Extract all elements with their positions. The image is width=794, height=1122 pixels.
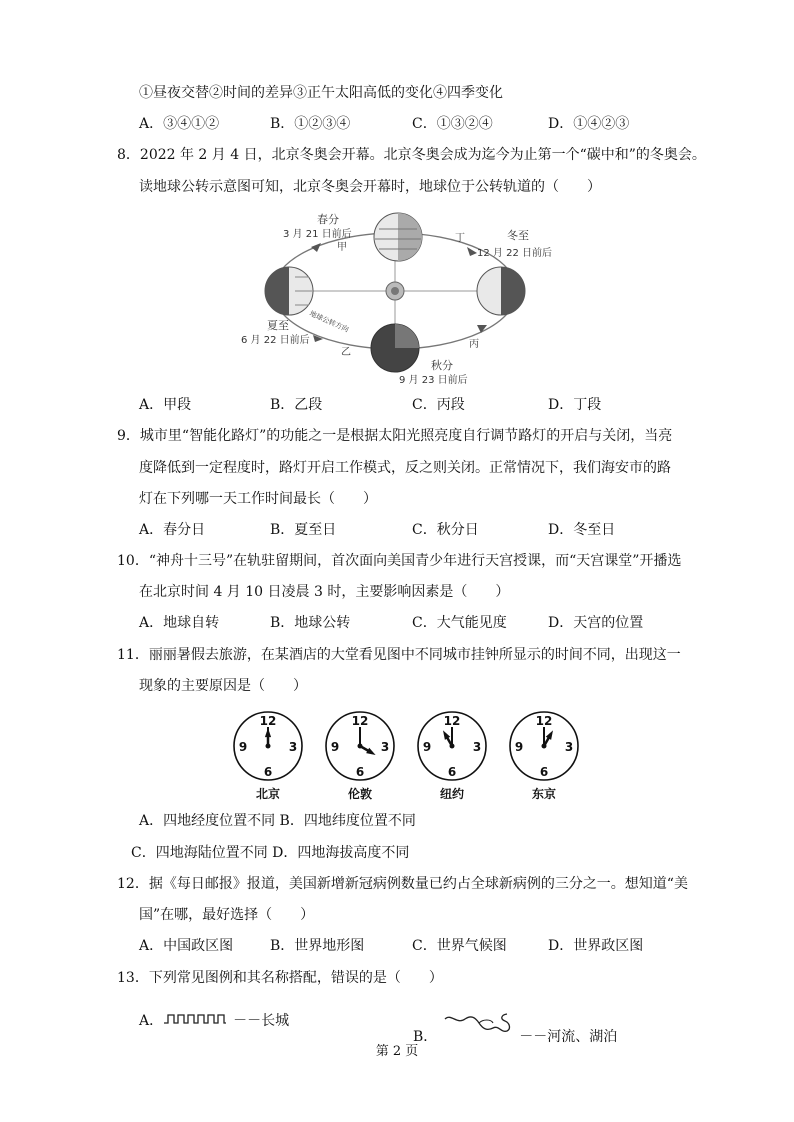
- q13-option-a[interactable]: [139, 1011, 289, 1031]
- q12-option-d[interactable]: D．世界政区图: [548, 938, 644, 954]
- q10-option-d[interactable]: D．天宫的位置: [548, 615, 644, 631]
- q10-option-a[interactable]: A．地球自转: [139, 615, 220, 631]
- q10-option-c[interactable]: C．大气能见度: [412, 615, 507, 631]
- clock-numeral: 6: [355, 765, 365, 779]
- orbit-arrow-icon: [467, 247, 477, 256]
- label-autumn-title: 秋分: [431, 359, 453, 372]
- orbit-arrow-icon: [311, 243, 321, 252]
- q12-option-a[interactable]: A．中国政区图: [139, 938, 234, 954]
- label-winter-title: 冬至: [507, 229, 529, 242]
- clock-4: [510, 712, 578, 801]
- clock-numeral: 3: [288, 740, 298, 754]
- label-seg-jia: 甲: [337, 242, 347, 253]
- clock-numeral: 9: [238, 740, 248, 754]
- q11-options-cd[interactable]: C．四地海陆位置不同 D．四地海拔高度不同: [131, 845, 410, 861]
- clock-center-dot: [542, 744, 547, 749]
- label-spring-date: 3 月 21 日前后: [283, 229, 352, 240]
- q8-stem-line1: 8．2022 年 2 月 4 日，北京冬奥会开幕。北京冬奥会成为迄今为止第一个“碳中和”的冬奥会。: [117, 147, 706, 163]
- q11-options-ab[interactable]: A．四地经度位置不同 B．四地纬度位置不同: [139, 813, 416, 829]
- q8-stem-line2: 读地球公转示意图可知，北京冬奥会开幕时，地球位于公转轨道的（ ）: [139, 179, 601, 195]
- q13-stem: 13．下列常见图例和其名称搭配，错误的是（ ）: [117, 970, 443, 986]
- great-wall-legend-icon: [163, 1012, 227, 1026]
- q11-stem-line1: 11．丽丽暑假去旅游，在某酒店的大堂看见图中不同城市挂钟所显示的时间不同，出现这一: [117, 647, 681, 663]
- clock-numeral: 6: [447, 765, 457, 779]
- clock-city-label: 北京: [255, 787, 281, 801]
- label-summer-date: 6 月 22 日前后: [241, 335, 310, 346]
- q13-option-a-label: －－长城: [233, 1013, 290, 1029]
- clock-numeral: 12: [351, 714, 369, 728]
- q9-option-a[interactable]: A．春分日: [139, 522, 206, 538]
- earth-winter-icon: [477, 267, 525, 315]
- q9-option-c[interactable]: C．秋分日: [412, 522, 479, 538]
- clock-1: [234, 712, 302, 801]
- q10-stem-line1: 10．“神舟十三号”在轨驻留期间，首次面向美国青少年进行天宫授课，而“天宫课堂”开播选: [117, 553, 682, 569]
- clock-numeral: 12: [443, 714, 461, 728]
- clock-numeral: 9: [422, 740, 432, 754]
- q12-option-c[interactable]: C．世界气候图: [412, 938, 507, 954]
- label-spring-title: 春分: [317, 213, 339, 226]
- q7-option-b[interactable]: B．①②③④: [270, 116, 351, 132]
- q12-stem-line1: 12．据《每日邮报》报道，美国新增新冠病例数量已约占全球新病例的三分之一。想知道“美: [117, 876, 688, 892]
- q9-stem-line3: 灯在下列哪一天工作时间最长（ ）: [139, 491, 377, 507]
- earth-revolution-diagram: [241, 207, 555, 387]
- earth-spring-icon: [374, 213, 422, 261]
- q13-option-b-prefix: B．: [413, 1029, 438, 1045]
- q13-option-a-prefix: A．: [139, 1013, 164, 1029]
- q12-stem-line2: 国”在哪，最好选择（ ）: [139, 907, 315, 923]
- label-winter-date: 12 月 22 日前后: [477, 248, 552, 259]
- label-summer-title: 夏至: [267, 319, 289, 332]
- q9-stem-line2: 度降低到一定程度时，路灯开启工作模式，反之则关闭。正常情况下，我们海安市的路: [139, 460, 671, 476]
- q9-option-d[interactable]: D．冬至日: [548, 522, 616, 538]
- clock-center-dot: [266, 744, 271, 749]
- q8-option-a[interactable]: A．甲段: [139, 397, 192, 413]
- q8-option-b[interactable]: B．乙段: [270, 397, 323, 413]
- label-orbit-direction: 地球公转方向: [308, 309, 350, 334]
- q8-option-c[interactable]: C．丙段: [412, 397, 465, 413]
- clock-city-label: 伦敦: [347, 787, 373, 801]
- label-seg-yi: 乙: [341, 347, 351, 358]
- sun-icon: [386, 282, 404, 300]
- clock-numeral: 3: [380, 740, 390, 754]
- label-seg-ding: 丁: [455, 233, 465, 244]
- clock-3: [418, 712, 486, 801]
- q9-option-b[interactable]: B．夏至日: [270, 522, 337, 538]
- q7-option-c[interactable]: C．①③②④: [412, 116, 493, 132]
- clock-2: [326, 712, 394, 801]
- world-clocks-figure: [228, 708, 588, 804]
- clock-city-label: 东京: [531, 787, 557, 801]
- q7-option-a[interactable]: A．③④①②: [139, 116, 220, 132]
- clock-numeral: 3: [472, 740, 482, 754]
- clock-city-label: 纽约: [439, 787, 465, 801]
- q8-option-d[interactable]: D．丁段: [548, 397, 602, 413]
- earth-autumn-icon: [371, 324, 419, 372]
- q13-option-b-label: －－河流、湖泊: [519, 1029, 618, 1045]
- q9-stem-line1: 9．城市里“智能化路灯”的功能之一是根据太阳光照亮度自行调节路灯的开启与关闭，当亮: [117, 428, 673, 444]
- label-autumn-date: 9 月 23 日前后: [399, 375, 468, 386]
- clock-numeral: 3: [564, 740, 574, 754]
- clock-numeral: 6: [263, 765, 273, 779]
- clock-center-dot: [358, 744, 363, 749]
- river-lake-legend-icon: [443, 1011, 513, 1043]
- q7-statements: ①昼夜交替②时间的差异③正午太阳高低的变化④四季变化: [139, 85, 503, 101]
- label-seg-bing: 丙: [469, 339, 479, 350]
- q7-option-d[interactable]: D．①④②③: [548, 116, 630, 132]
- clock-numeral: 12: [535, 714, 553, 728]
- clock-numeral: 6: [539, 765, 549, 779]
- q10-stem-line2: 在北京时间 4 月 10 日凌晨 3 时，主要影响因素是（ ）: [139, 584, 510, 600]
- clock-numeral: 12: [259, 714, 277, 728]
- q10-option-b[interactable]: B．地球公转: [270, 615, 351, 631]
- clock-numeral: 9: [514, 740, 524, 754]
- q12-option-b[interactable]: B．世界地形图: [270, 938, 365, 954]
- earth-summer-icon: [265, 267, 313, 315]
- clock-numeral: 9: [330, 740, 340, 754]
- clock-center-dot: [450, 744, 455, 749]
- q11-stem-line2: 现象的主要原因是（ ）: [139, 678, 307, 694]
- page-number: 第 2 页: [375, 1044, 419, 1059]
